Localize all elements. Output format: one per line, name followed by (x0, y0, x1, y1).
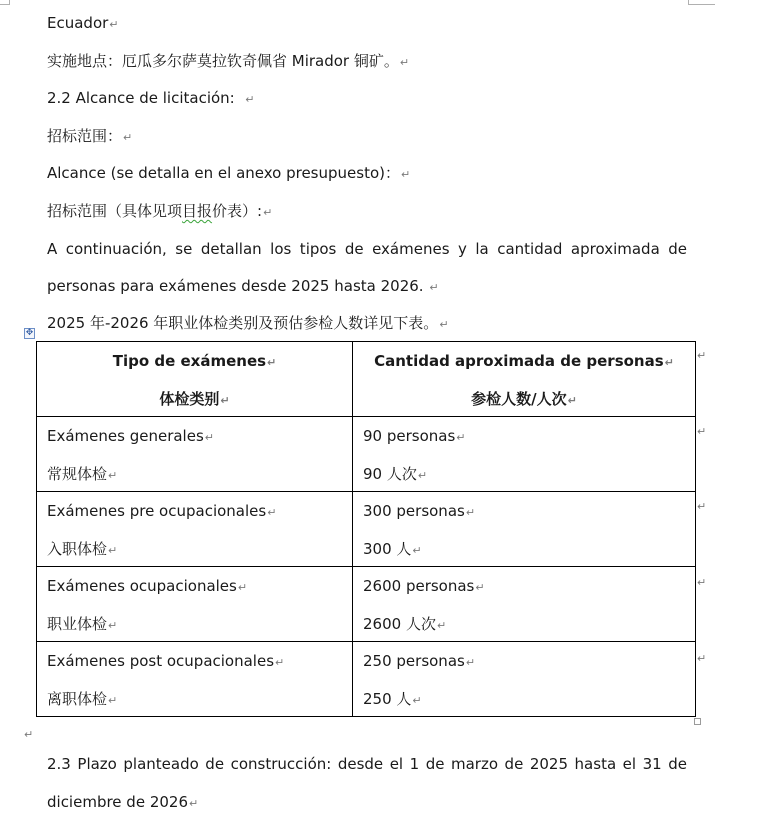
line-text: 价表）: (212, 202, 263, 220)
paragraph-mark-icon: ↵ (263, 206, 273, 219)
paragraph-mark-icon: ↵ (123, 131, 133, 144)
line-text: 招标范围（具体见项 (47, 202, 183, 220)
paragraph-mark-icon: ↵ (220, 394, 230, 407)
line-text: Alcance (se detalla en el anexo presupuesto)： (47, 164, 400, 182)
header-qty-cn: 参检人数/人次 (471, 390, 567, 408)
paragraph-mark-icon: ↵ (465, 506, 476, 519)
table-cell-type[interactable] (37, 492, 353, 567)
paragraph-mark-icon: ↵ (399, 56, 410, 69)
paragraph-mark-icon: ↵ (439, 318, 449, 331)
cell-type-cn: 入职体检 (47, 540, 108, 558)
paragraph-mark-icon: ↵ (189, 797, 199, 810)
doc-line-intro-1 (47, 239, 687, 259)
paragraph-mark-icon: ↵ (204, 431, 214, 444)
doc-line-term-1 (47, 754, 687, 774)
table-row (37, 567, 696, 642)
paragraph-mark-icon: ↵ (267, 356, 277, 369)
paragraph-mark-icon: ↵ (417, 469, 428, 482)
table-cell-qty[interactable] (353, 642, 696, 717)
cell-type-es: Exámenes ocupacionales (47, 577, 237, 595)
paragraph-mark-icon: ↵ (237, 581, 248, 594)
doc-line-scope-heading (47, 88, 255, 110)
cell-type-cn: 离职体检 (47, 690, 108, 708)
table-cell-qty[interactable] (353, 567, 696, 642)
paragraph-mark-icon: ↵ (436, 619, 447, 632)
page-corner-mark-left (0, 0, 10, 5)
paragraph-mark-icon: ↵ (475, 581, 485, 594)
table-header-row (37, 342, 696, 417)
doc-line-scope-heading-cn (47, 126, 132, 148)
cell-type-cn: 职业体检 (47, 615, 108, 633)
paragraph-mark-icon: ↵ (664, 356, 674, 369)
table-move-handle-icon[interactable]: ✥ (25, 328, 34, 338)
row-end-mark-icon: ↵ (697, 425, 707, 438)
doc-line-scope-detail (47, 163, 410, 185)
spellcheck-marked-text[interactable]: 目报 (182, 202, 213, 220)
header-type-es: Tipo de exámenes (112, 352, 267, 370)
cell-type-cn: 常规体检 (47, 465, 108, 483)
line-text: 2025 年-2026 年职业体检类别及预估参检人数详见下表。 (47, 314, 439, 332)
paragraph-mark-icon: ↵ (412, 544, 422, 557)
paragraph-mark-icon: ↵ (400, 168, 411, 181)
doc-line-ecuador (47, 13, 119, 35)
row-end-mark-icon: ↵ (697, 576, 707, 589)
paragraph-mark-icon: ↵ (429, 281, 439, 294)
line-text: personas para exámenes desde 2025 hasta 2026. (47, 277, 424, 295)
table-cell-type[interactable] (37, 567, 353, 642)
table-cell-type[interactable] (37, 642, 353, 717)
paragraph-mark-icon: ↵ (24, 728, 34, 741)
table-row (37, 417, 696, 492)
table-cell-qty[interactable] (353, 492, 696, 567)
line-text: 2.2 Alcance de licitación: (47, 89, 235, 107)
paragraph-mark-icon: ↵ (108, 544, 118, 557)
cell-type-es: Exámenes generales (47, 427, 204, 445)
table-row (37, 642, 696, 717)
table-row (37, 492, 696, 567)
paragraph-mark-icon: ↵ (456, 431, 466, 444)
row-end-mark-icon: ↵ (697, 500, 707, 513)
cell-qty-es: 300 personas (363, 502, 465, 520)
line-text: 实施地点：厄瓜多尔萨莫拉钦奇佩省 Mirador 铜矿。 (47, 52, 399, 70)
paragraph-mark-icon: ↵ (275, 656, 285, 669)
cell-qty-es: 250 personas (363, 652, 465, 670)
doc-line-location-cn (47, 51, 409, 73)
doc-line-term-2 (47, 792, 198, 814)
cell-qty-es: 2600 personas (363, 577, 475, 595)
table-cell-type[interactable] (37, 417, 353, 492)
paragraph-mark-icon: ↵ (109, 18, 119, 31)
paragraph-mark-icon: ↵ (267, 506, 277, 519)
line-text: 2.3 Plazo planteado de construcción: desde el 1 de marzo de 2025 hasta el 31 de (47, 755, 687, 773)
doc-line-scope-detail-cn (47, 201, 272, 223)
paragraph-mark-icon: ↵ (412, 694, 422, 707)
line-text: Ecuador (47, 14, 109, 32)
header-type-cn: 体检类别 (159, 390, 220, 408)
line-text: 招标范围： (47, 127, 123, 145)
cell-type-es: Exámenes pre ocupacionales (47, 502, 267, 520)
exam-table (36, 341, 696, 717)
paragraph-mark-icon: ↵ (108, 694, 118, 707)
table-header-cell-qty[interactable] (353, 342, 696, 417)
cell-qty-es: 90 personas (363, 427, 456, 445)
doc-line-intro-2 (47, 276, 439, 298)
table-resize-handle[interactable] (694, 718, 701, 725)
doc-line-intro-cn (47, 313, 449, 335)
cell-qty-cn: 300 人 (363, 540, 412, 558)
line-text: A continuación, se detallan los tipos de exámenes y la cantidad aproximada de (47, 240, 687, 258)
table-header-cell-type[interactable] (37, 342, 353, 417)
paragraph-mark-icon: ↵ (567, 394, 577, 407)
cell-qty-cn: 250 人 (363, 690, 412, 708)
paragraph-mark-icon: ↵ (108, 619, 118, 632)
row-end-mark-icon: ↵ (697, 652, 707, 665)
cell-qty-cn: 90 人次 (363, 465, 417, 483)
paragraph-mark-icon: ↵ (108, 469, 118, 482)
page-corner-mark-right (688, 0, 715, 5)
row-end-mark-icon: ↵ (697, 349, 707, 362)
header-qty-es: Cantidad aproximada de personas (374, 352, 664, 370)
paragraph-mark-icon: ↵ (465, 656, 476, 669)
line-text: diciembre de 2026 (47, 793, 188, 811)
cell-qty-cn: 2600 人次 (363, 615, 436, 633)
table-cell-qty[interactable] (353, 417, 696, 492)
cell-type-es: Exámenes post ocupacionales (47, 652, 275, 670)
paragraph-mark-icon: ↵ (245, 93, 255, 106)
